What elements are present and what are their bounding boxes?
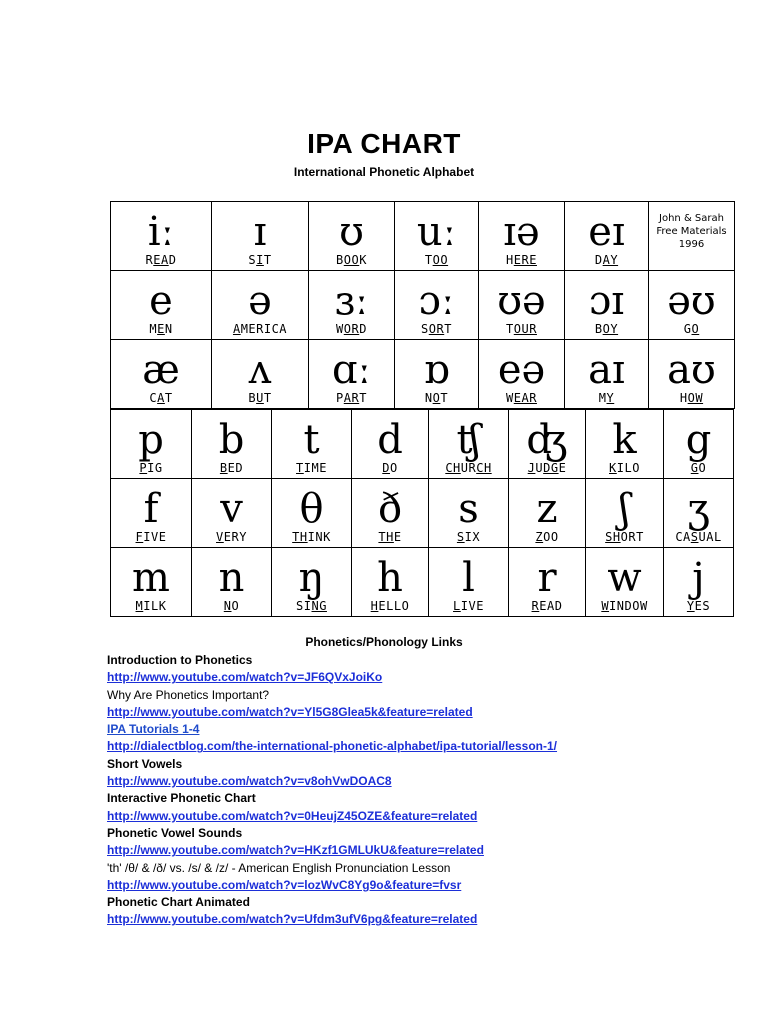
- example-word-sound: AY: [602, 253, 619, 267]
- link-title: Short Vowels: [107, 756, 183, 771]
- example-word-prefix: B: [248, 391, 257, 405]
- consonant-cell: [272, 410, 352, 479]
- example-word-prefix: B: [336, 253, 344, 267]
- vowel-cell: [395, 340, 479, 409]
- example-word: [352, 461, 428, 475]
- vowel-cell: [395, 202, 479, 271]
- link-url[interactable]: http://www.youtube.com/watch?v=lozWvC8Yg9o&feature=fvsr: [107, 877, 462, 892]
- vowel-cell: [309, 202, 395, 271]
- example-word: [111, 461, 191, 475]
- vowel-cell: [111, 271, 212, 340]
- example-word-sound: Y: [686, 599, 695, 613]
- ipa-symbol: ɪ: [253, 209, 267, 255]
- example-word-prefix: H: [506, 253, 514, 267]
- vowel-cell: [111, 340, 212, 409]
- vowel-cell: [649, 271, 735, 340]
- example-word-prefix: M: [598, 391, 607, 405]
- vowel-cell: [111, 202, 212, 271]
- example-word: [509, 530, 585, 544]
- ipa-symbol: d: [377, 417, 403, 463]
- example-word-sound: EAR: [513, 391, 537, 405]
- ipa-symbol: ɔɪ: [588, 278, 625, 324]
- consonant-cell: [509, 479, 586, 548]
- ipa-symbol: t: [303, 417, 320, 463]
- example-word: [664, 461, 733, 475]
- ipa-symbol: ʒ: [687, 486, 710, 532]
- example-word: [192, 599, 271, 613]
- vowel-cell: [212, 271, 309, 340]
- example-word: [565, 322, 648, 336]
- ipa-symbol: eə: [497, 347, 546, 393]
- vowel-cell: [649, 202, 735, 271]
- example-word: [111, 599, 191, 613]
- ipa-symbol: p: [138, 417, 164, 463]
- example-word-prefix: W: [506, 391, 514, 405]
- consonant-cell: [664, 410, 734, 479]
- example-word-prefix: SI: [296, 599, 312, 613]
- ipa-symbol: ʤ: [526, 417, 568, 463]
- example-word: [352, 530, 428, 544]
- example-word-prefix: N: [424, 391, 433, 405]
- consonant-cell: [111, 479, 192, 548]
- ipa-symbol: h: [377, 555, 403, 601]
- vowel-row: [111, 271, 735, 340]
- example-word-suffix: ORT: [620, 530, 644, 544]
- example-word-prefix: H: [679, 391, 688, 405]
- page-title: IPA CHART: [307, 128, 461, 159]
- example-word-sound: G: [690, 461, 699, 475]
- example-word-sound: O: [432, 391, 441, 405]
- consonant-cell: [192, 548, 272, 617]
- example-word-suffix: T: [359, 391, 367, 405]
- link-url[interactable]: http://www.youtube.com/watch?v=0HeujZ45OZE&feature=related: [107, 808, 478, 823]
- link-url[interactable]: http://www.youtube.com/watch?v=v8ohVwDOAC8: [107, 774, 392, 789]
- ipa-symbol: ə: [248, 278, 272, 324]
- example-word-sound: P: [139, 461, 148, 475]
- link-title: Phonetic Chart Animated: [107, 895, 250, 910]
- example-word-sound: SH: [605, 530, 621, 544]
- consonant-cell: [192, 479, 272, 548]
- vowel-cell: [212, 202, 309, 271]
- example-word-sound: Y: [606, 391, 615, 405]
- example-word: [212, 391, 308, 405]
- consonant-row: [111, 479, 734, 548]
- example-word-sound: L: [453, 599, 461, 613]
- vowel-cell: [479, 340, 565, 409]
- example-word-suffix: INK: [307, 530, 331, 544]
- consonant-chart: [110, 409, 734, 617]
- link-title: Introduction to Phonetics: [107, 653, 253, 667]
- example-word-suffix: ES: [694, 599, 711, 613]
- example-word-sound: R: [531, 599, 540, 613]
- ipa-symbol: e: [149, 278, 173, 324]
- consonant-cell: [586, 548, 664, 617]
- ipa-symbol: ɑː: [331, 347, 372, 393]
- example-word-suffix: OO: [543, 530, 559, 544]
- example-word-sound: OR: [343, 322, 360, 336]
- consonant-cell: [111, 548, 192, 617]
- example-word-prefix: M: [149, 322, 158, 336]
- ipa-symbol: b: [218, 417, 245, 463]
- example-word-suffix: EAD: [539, 599, 563, 613]
- ipa-symbol: aʊ: [667, 347, 716, 393]
- example-word-sound: K: [609, 461, 617, 475]
- example-word: [509, 461, 585, 475]
- vowel-cell: [479, 202, 565, 271]
- link-title: Why Are Phonetics Important?: [107, 687, 270, 702]
- ipa-symbol: eɪ: [588, 209, 625, 255]
- example-word-suffix: IG: [147, 461, 163, 475]
- consonant-row: [111, 548, 734, 617]
- example-word-sound: V: [216, 530, 224, 544]
- example-word-sound: CH: [445, 461, 461, 475]
- example-word-sound: OR: [428, 322, 445, 336]
- example-word: [565, 253, 648, 267]
- link-url[interactable]: http://www.youtube.com/watch?v=HKzf1GMLUkU&feature=related: [107, 843, 484, 858]
- example-word: [309, 322, 394, 336]
- example-word-sound: OO: [343, 253, 360, 267]
- example-word: [479, 391, 564, 405]
- example-word-sound: T: [296, 461, 304, 475]
- consonant-cell: [586, 479, 664, 548]
- ipa-symbol: r: [537, 555, 557, 601]
- example-word-sound: A: [232, 322, 241, 336]
- consonant-cell: [429, 410, 509, 479]
- example-word-sound: TH: [378, 530, 394, 544]
- ipa-symbol: ɪə: [503, 209, 540, 255]
- example-word: [479, 253, 564, 267]
- example-word: [272, 530, 351, 544]
- example-word-suffix: E: [393, 530, 402, 544]
- ipa-symbol: ɔː: [418, 278, 455, 324]
- example-word-sound: S: [456, 530, 465, 544]
- vowel-chart: [110, 201, 735, 409]
- example-word-sound: M: [135, 599, 144, 613]
- example-word: [586, 461, 663, 475]
- link-title: Phonetic Vowel Sounds: [107, 825, 243, 840]
- example-word-prefix: T: [506, 322, 514, 336]
- example-word-suffix: ILO: [616, 461, 640, 475]
- page-subtitle: International Phonetic Alphabet: [293, 165, 475, 179]
- example-word-suffix: IVE: [143, 530, 167, 544]
- ipa-symbol: uː: [416, 209, 457, 255]
- example-word: [395, 391, 478, 405]
- links-list: [107, 652, 557, 929]
- example-word-suffix: T: [164, 391, 173, 405]
- example-word-sound: S: [690, 530, 699, 544]
- example-word: [649, 391, 734, 405]
- vowel-cell: [212, 340, 309, 409]
- example-word: [352, 599, 428, 613]
- example-word-sound: DG: [543, 461, 559, 475]
- example-word-sound: I: [256, 253, 264, 267]
- example-word-sound: AR: [343, 391, 360, 405]
- example-word-suffix: D: [359, 322, 367, 336]
- example-word: [509, 599, 585, 613]
- example-word-prefix: S: [248, 253, 257, 267]
- consonant-cell: [272, 548, 352, 617]
- example-word-sound: N: [223, 599, 232, 613]
- ipa-symbol: ð: [377, 486, 403, 532]
- example-word-suffix: N: [164, 322, 173, 336]
- example-word-suffix: D: [168, 253, 177, 267]
- example-word-sound: A: [157, 391, 165, 405]
- consonant-cell: [352, 410, 429, 479]
- vowel-row: [111, 202, 735, 271]
- example-word-suffix: ERY: [223, 530, 247, 544]
- vowel-cell: [565, 340, 649, 409]
- example-word-prefix: D: [594, 253, 603, 267]
- example-word-sound: B: [219, 461, 228, 475]
- consonant-cell: [429, 548, 509, 617]
- example-word-suffix: O: [231, 599, 240, 613]
- example-word-prefix: B: [594, 322, 603, 336]
- ipa-symbol: s: [458, 486, 479, 532]
- example-word-suffix: E: [558, 461, 567, 475]
- example-word-suffix: IVE: [460, 599, 484, 613]
- example-word-sound: O: [691, 322, 700, 336]
- example-word: [429, 599, 508, 613]
- example-word: [212, 253, 308, 267]
- example-word-sound: E: [157, 322, 165, 336]
- example-word: [586, 530, 663, 544]
- ipa-symbol: l: [462, 555, 475, 601]
- consonant-cell: [586, 410, 664, 479]
- consonant-cell: [352, 548, 429, 617]
- example-word: [429, 461, 508, 475]
- example-word: [192, 461, 271, 475]
- ipa-symbol: aɪ: [588, 347, 625, 393]
- example-word-sound: NG: [311, 599, 327, 613]
- example-word-prefix: G: [683, 322, 692, 336]
- ipa-symbol: f: [143, 486, 159, 532]
- example-word-sound: OW: [687, 391, 704, 405]
- example-word: [395, 253, 478, 267]
- example-word-suffix: IX: [464, 530, 481, 544]
- example-word-prefix: R: [145, 253, 154, 267]
- example-word-sound: Z: [535, 530, 544, 544]
- vowel-cell: [565, 202, 649, 271]
- example-word: [309, 253, 394, 267]
- example-word-prefix: S: [421, 322, 429, 336]
- example-word: [111, 322, 211, 336]
- example-word-suffix: O: [698, 461, 707, 475]
- example-word: [192, 530, 271, 544]
- ipa-symbol: m: [132, 555, 170, 601]
- link-url[interactable]: http://www.youtube.com/watch?v=JF6QVxJoiKo: [107, 670, 383, 685]
- example-word-sound: W: [601, 599, 610, 613]
- example-word-suffix: MERICA: [240, 322, 288, 336]
- consonant-cell: [664, 548, 734, 617]
- link-title: 'th' /θ/ & /ð/ vs. /s/ & /z/ - American English Pronunciation Lesson: [107, 860, 451, 875]
- example-word-suffix: T: [263, 391, 272, 405]
- vowel-cell: [309, 271, 395, 340]
- consonant-cell: [509, 410, 586, 479]
- example-word-prefix: T: [424, 253, 433, 267]
- example-word: [111, 391, 211, 405]
- consonant-cell: [664, 479, 734, 548]
- example-word: [664, 530, 733, 544]
- ipa-symbol: v: [220, 486, 243, 532]
- ipa-symbol: θ: [299, 486, 324, 532]
- example-word: [309, 391, 394, 405]
- example-word-sound: OY: [602, 322, 619, 336]
- ipa-symbol: ʧ: [456, 417, 481, 463]
- example-word-sound: OO: [432, 253, 449, 267]
- example-word: [664, 599, 733, 613]
- vowel-cell: [395, 271, 479, 340]
- example-word: [212, 322, 308, 336]
- ipa-symbol: ɒ: [423, 347, 450, 393]
- consonant-cell: [352, 479, 429, 548]
- example-word-suffix: ELLO: [378, 599, 410, 613]
- ipa-symbol: ɜː: [334, 278, 369, 324]
- link-url[interactable]: http://dialectblog.com/the-international-phonetic-alphabet/ipa-tutorial/lesson-1/: [107, 739, 558, 754]
- example-word-suffix: T: [444, 322, 452, 336]
- example-word-sound: ERE: [513, 253, 537, 267]
- ipa-symbol: z: [536, 486, 558, 532]
- example-word-suffix: UR: [460, 461, 477, 475]
- example-word: [272, 461, 351, 475]
- example-word-sound: EA: [153, 253, 169, 267]
- example-word-sound: TH: [292, 530, 308, 544]
- example-word: [586, 599, 663, 613]
- ipa-symbol: j: [692, 555, 705, 601]
- example-word-suffix: T: [263, 253, 272, 267]
- consonant-cell: [509, 548, 586, 617]
- links-heading: Phonetics/Phonology Links: [305, 635, 463, 649]
- example-word-suffix: K: [359, 253, 367, 267]
- example-word-sound: H: [370, 599, 379, 613]
- example-word: [395, 322, 478, 336]
- vowel-cell: [649, 340, 735, 409]
- credit-note: John & Sarah Free Materials 1996: [656, 213, 727, 250]
- ipa-symbol: iː: [147, 209, 175, 255]
- example-word: [565, 391, 648, 405]
- vowel-cell: [309, 340, 395, 409]
- example-word-prefix: CA: [675, 530, 691, 544]
- ipa-symbol: k: [612, 417, 637, 463]
- ipa-symbol: ʌ: [248, 347, 272, 393]
- vowel-cell: [479, 271, 565, 340]
- consonant-cell: [192, 410, 272, 479]
- ipa-symbol: ʊə: [497, 278, 546, 324]
- consonant-cell: [272, 479, 352, 548]
- consonant-row: [111, 410, 734, 479]
- ipa-symbol: w: [607, 555, 642, 601]
- example-word-suffix: ILK: [143, 599, 167, 613]
- example-word-prefix: W: [336, 322, 344, 336]
- example-word-suffix: O: [390, 461, 398, 475]
- example-word-sound: D: [382, 461, 390, 475]
- example-word-suffix: ED: [227, 461, 244, 475]
- example-word-suffix: U: [535, 461, 544, 475]
- ipa-symbol: əʊ: [667, 278, 716, 324]
- ipa-symbol: ŋ: [298, 555, 325, 601]
- consonant-cell: [429, 479, 509, 548]
- example-word: [111, 253, 211, 267]
- example-word: [429, 530, 508, 544]
- example-word-suffix: INDOW: [609, 599, 648, 613]
- vowel-row: [111, 340, 735, 409]
- ipa-symbol: ʃ: [619, 486, 630, 532]
- ipa-symbol: æ: [142, 347, 180, 393]
- link-title: Interactive Phonetic Chart: [107, 791, 256, 806]
- example-word: [272, 599, 351, 613]
- example-word-suffix: UAL: [698, 530, 722, 544]
- example-word-suffix: IME: [303, 461, 327, 475]
- example-word-suffix: T: [440, 391, 449, 405]
- example-word-prefix: C: [149, 391, 158, 405]
- consonant-cell: [111, 410, 192, 479]
- example-word: [111, 530, 191, 544]
- link-title[interactable]: IPA Tutorials 1-4: [107, 722, 200, 737]
- link-url[interactable]: http://www.youtube.com/watch?v=Ufdm3ufV6pg&feature=related: [107, 912, 478, 927]
- vowel-cell: [565, 271, 649, 340]
- ipa-symbol: ʊ: [339, 209, 364, 255]
- example-word: [479, 322, 564, 336]
- ipa-symbol: g: [685, 417, 712, 463]
- ipa-symbol: n: [218, 555, 245, 601]
- example-word-sound: CH: [476, 461, 492, 475]
- example-word-sound: F: [135, 530, 144, 544]
- example-word-prefix: P: [336, 391, 344, 405]
- link-url[interactable]: http://www.youtube.com/watch?v=Yl5G8Glea5k&feature=related: [107, 704, 473, 719]
- example-word: [649, 322, 734, 336]
- example-word-sound: J: [527, 461, 536, 475]
- example-word-sound: OUR: [513, 322, 537, 336]
- example-word-sound: U: [256, 391, 264, 405]
